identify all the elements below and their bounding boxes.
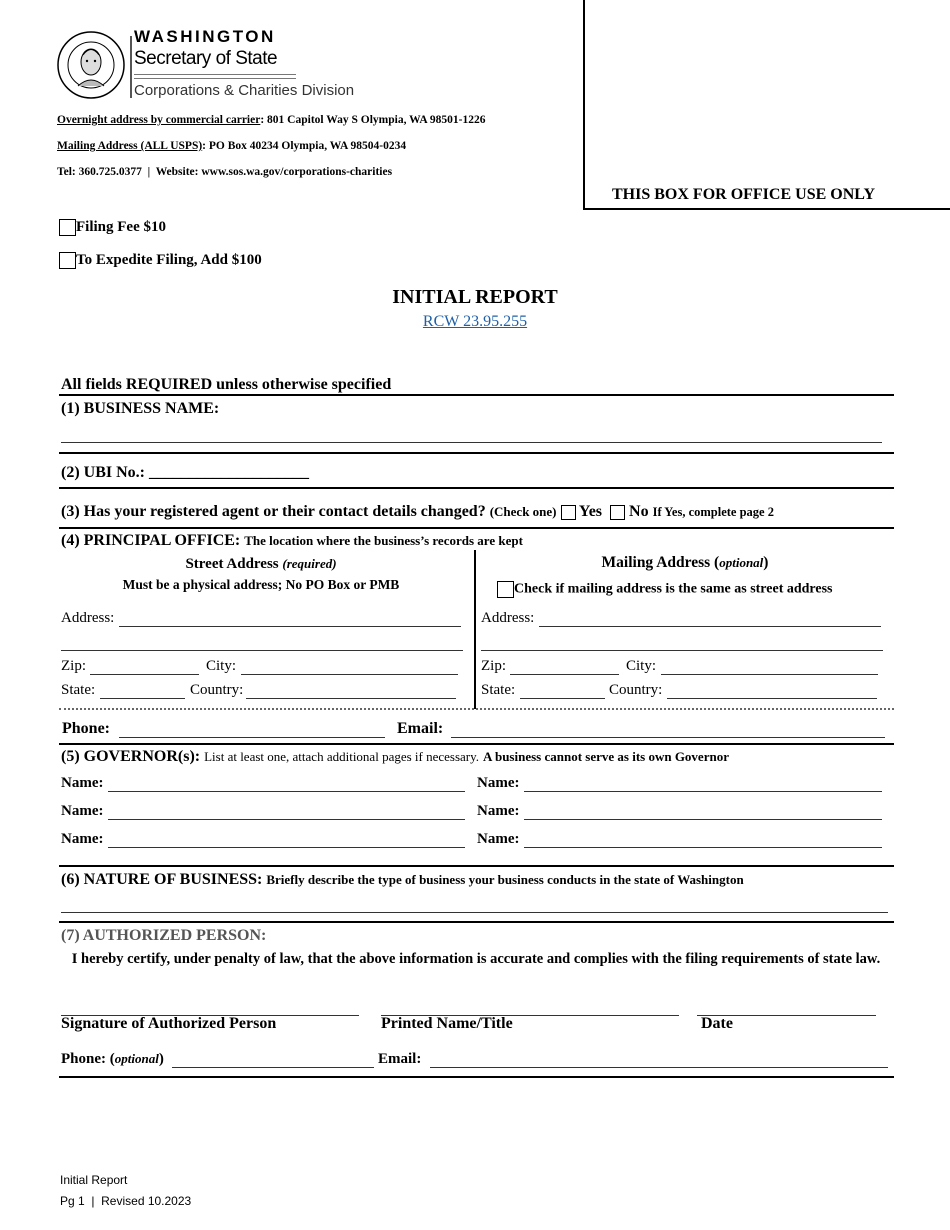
- street-zip-label: Zip:: [61, 658, 86, 674]
- agent-yes-checkbox[interactable]: [561, 505, 576, 520]
- mailing-city-input[interactable]: [661, 674, 878, 675]
- governors-label: (5) GOVERNOR(s):: [61, 748, 201, 765]
- rule-4: [59, 743, 894, 745]
- office-email-input[interactable]: [451, 737, 885, 738]
- agent-yes-label: Yes: [578, 503, 603, 520]
- nature-header: [61, 871, 744, 889]
- street-state-label: State:: [61, 682, 96, 698]
- filing-fee-row: [59, 219, 166, 236]
- governor-name-label: Name:: [61, 831, 104, 847]
- mailing-state-input[interactable]: [520, 698, 605, 699]
- principal-office-header: [61, 532, 523, 550]
- overnight-label: Overnight address by commercial carrier: [57, 114, 261, 126]
- overnight-address: [57, 114, 485, 126]
- street-country-input[interactable]: [246, 698, 456, 699]
- overnight-value: : 801 Capitol Way S Olympia, WA 98501-1226: [260, 114, 486, 126]
- check-one-note: (Check one): [489, 504, 557, 519]
- mailing-value: : PO Box 40234 Olympia, WA 98504-0234: [202, 140, 407, 152]
- mailing-address: [57, 140, 406, 152]
- division-name: Corporations & Charities Division: [134, 82, 355, 99]
- rcw-link-wrap: [0, 313, 950, 331]
- auth-phone-label: Phone: (: [61, 1051, 115, 1067]
- mailing-zip-label: Zip:: [481, 658, 506, 674]
- street-state-input[interactable]: [100, 698, 185, 699]
- governor-1-input[interactable]: [108, 791, 465, 792]
- governor-3-input[interactable]: [108, 819, 465, 820]
- same-address-checkbox[interactable]: [497, 581, 514, 598]
- rule-2: [59, 487, 894, 489]
- same-address-label: Check if mailing address is the same as street address: [514, 581, 833, 597]
- org-name: WASHINGTON: [134, 27, 276, 46]
- governor-name-label: Name:: [477, 803, 520, 819]
- governor-name-label: Name:: [61, 775, 104, 791]
- street-country-label: Country:: [190, 682, 244, 698]
- mailing-zip-input[interactable]: [510, 674, 619, 675]
- mailing-city-label: City:: [626, 658, 657, 674]
- same-address-row: [497, 581, 833, 598]
- state-seal: [56, 30, 126, 100]
- street-note: Must be a physical address; No PO Box or PMB: [122, 577, 400, 592]
- form-title: INITIAL REPORT: [392, 286, 558, 308]
- governors-header: [61, 748, 729, 766]
- rule-6: [59, 921, 894, 923]
- logo-rule-1: [134, 74, 296, 75]
- nature-desc: Briefly describe the type of business your business conducts in the state of Washington: [266, 872, 744, 887]
- governor-2-input[interactable]: [524, 791, 882, 792]
- org-subtitle: Secretary of State: [134, 48, 278, 69]
- street-title-text: Street Address: [185, 556, 279, 572]
- rcw-link[interactable]: RCW 23.95.255: [422, 313, 528, 330]
- auth-phone-close: ): [158, 1051, 164, 1067]
- mailing-country-label: Country:: [609, 682, 663, 698]
- agent-no-label: No: [629, 503, 649, 520]
- principal-office-label: (4) PRINCIPAL OFFICE:: [61, 532, 241, 549]
- expedite-label: To Expedite Filing, Add $100: [76, 252, 262, 268]
- auth-phone-row: [61, 1051, 164, 1068]
- governor-name-label: Name:: [477, 831, 520, 847]
- expedite-checkbox[interactable]: [59, 252, 76, 269]
- signature-label: Signature of Authorized Person: [61, 1015, 277, 1032]
- auth-email-label: Email:: [378, 1051, 422, 1067]
- office-phone-input[interactable]: [119, 737, 385, 738]
- auth-phone-input[interactable]: [172, 1067, 374, 1068]
- filing-fee-label: Filing Fee $10: [76, 219, 166, 235]
- agent-changed-row: [61, 503, 774, 521]
- office-use-box: [583, 0, 950, 210]
- page2-note: If Yes, complete page 2: [652, 505, 774, 519]
- rule-7: [59, 1076, 894, 1078]
- street-title: [61, 556, 461, 573]
- mailing-address-label: Address:: [481, 610, 535, 626]
- date-label: Date: [701, 1015, 733, 1032]
- printed-name-label: Printed Name/Title: [381, 1015, 513, 1032]
- nature-input[interactable]: [61, 912, 888, 913]
- mailing-optional: optional: [719, 555, 764, 570]
- principal-office-desc: The location where the business’s records are kept: [244, 533, 523, 548]
- street-address-input-2[interactable]: [61, 650, 463, 651]
- governor-5-input[interactable]: [108, 847, 465, 848]
- tel-website: Tel: 360.725.0377 | Website: www.sos.wa.gov/corporations-charities: [57, 166, 393, 178]
- rule-5: [59, 865, 894, 867]
- business-name-input[interactable]: [61, 442, 882, 443]
- authorized-label: (7) AUTHORIZED PERSON:: [61, 927, 267, 944]
- rule-top: [59, 394, 894, 396]
- certify-text: I hereby certify, under penalty of law, that the above information is accurate and complies with the filing requirements of state law.: [71, 951, 881, 967]
- governor-name-label: Name:: [477, 775, 520, 791]
- nature-label: (6) NATURE OF BUSINESS:: [61, 871, 263, 888]
- governor-6-input[interactable]: [524, 847, 882, 848]
- footer-doc-name: Initial Report: [60, 1173, 128, 1187]
- ubi-label[interactable]: (2) UBI No.: ____________________: [61, 464, 309, 481]
- office-phone-label: Phone:: [62, 720, 110, 737]
- governors-desc: List at least one, attach additional pages if necessary.: [204, 749, 480, 764]
- auth-phone-optional: optional: [114, 1051, 159, 1066]
- governor-name-label: Name:: [61, 803, 104, 819]
- street-city-input[interactable]: [241, 674, 458, 675]
- mailing-title-text: Mailing Address (: [601, 554, 720, 571]
- mailing-title: [480, 554, 890, 572]
- footer-page: Pg 1 | Revised 10.2023: [60, 1194, 192, 1208]
- mailing-country-input[interactable]: [667, 698, 877, 699]
- rule-dotted: [59, 708, 894, 710]
- street-city-label: City:: [206, 658, 237, 674]
- agent-no-checkbox[interactable]: [610, 505, 625, 520]
- street-required: (required): [282, 556, 337, 571]
- mailing-address-input[interactable]: [539, 626, 881, 627]
- office-email-label: Email:: [397, 720, 444, 737]
- governors-desc-bold: A business cannot serve as its own Governor: [483, 749, 729, 764]
- mailing-title-close: ): [763, 554, 769, 571]
- governor-4-input[interactable]: [524, 819, 882, 820]
- office-use-label: THIS BOX FOR OFFICE USE ONLY: [612, 186, 876, 203]
- business-name-label: (1) BUSINESS NAME:: [61, 400, 220, 417]
- mailing-state-label: State:: [481, 682, 516, 698]
- expedite-row: [59, 252, 262, 269]
- rule-3: [59, 527, 894, 529]
- filing-fee-checkbox[interactable]: [59, 219, 76, 236]
- street-zip-input[interactable]: [90, 674, 199, 675]
- mailing-label: Mailing Address (ALL USPS): [57, 140, 203, 152]
- rule-1: [59, 452, 894, 454]
- logo-rule-2: [134, 78, 296, 79]
- auth-email-input[interactable]: [430, 1067, 888, 1068]
- agent-changed-question: (3) Has your registered agent or their contact details changed?: [61, 503, 486, 520]
- mailing-address-input-2[interactable]: [481, 650, 883, 651]
- street-address-input[interactable]: [119, 626, 461, 627]
- logo-divider: [130, 36, 132, 98]
- required-note: All fields REQUIRED unless otherwise specified: [61, 376, 392, 393]
- address-column-divider: [474, 550, 476, 709]
- street-address-label: Address:: [61, 610, 115, 626]
